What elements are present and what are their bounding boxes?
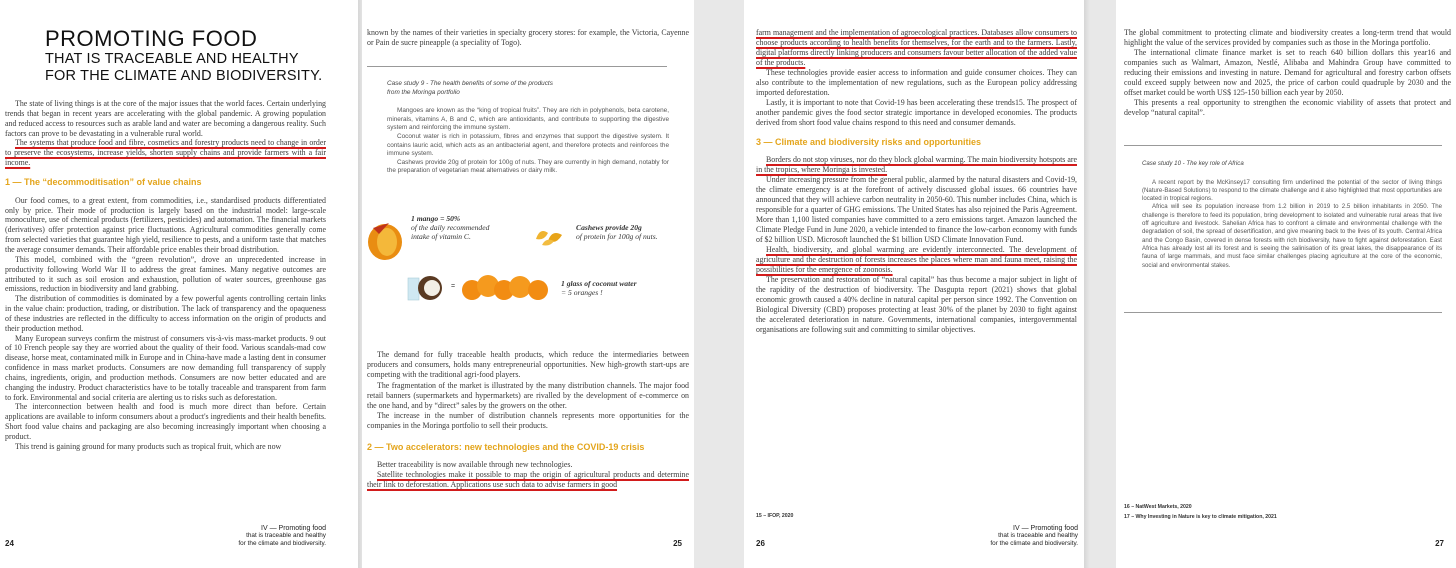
paragraph-highlight [756,28,1077,68]
paragraph-highlight [756,155,1077,175]
paragraph: Lastly, it is important to note that Covid-19 has been accelerating these trends15. The prospect of another pandemic gives the food sector strategic importance in developed economies. The products derived from short food value chains respond to this need and consumer demands. [756,97,1077,127]
fact-line: intake of vitamin C. [411,231,471,241]
paragraph: The global commitment to protecting climate and biodiversity creates a long-term trend that would highlight the value of the services provided by companies such as those in the Moringa portfolio. [1124,28,1451,47]
highlighted-text: farm management and the implementation of agroecological practices. Databases allow consumers to choose products according to health benefits for themselves, for the earth and to the farmers. Lastly, digital platforms directly linking producers and consumers favour better allocation of the added value of the products. [756,28,1077,67]
paragraph: The demand for fully traceable health products, which reduce the intermediaries between producers and consumers, holds many entrepreneurial opportunities. New high-growth start-ups are competing with the traditional agri-food players. [367,350,689,380]
paragraph: The preservation and restoration of “natural capital” has thus become a major subject in light of the rapidity of the destruction of biodiversity. The Dasgupta report (2021) shows that global economic growth caused a 40% decline in natural capital per person since 1992. The Convention on Biological Diversity (CBD) proposes protecting at least 30% of the planet by 2030 to fight against the accelerated deterioration in nature. Governments, international companies, intergovernmental organisations are following suit and committing to similar objectives. [756,274,1077,334]
mango-icon [365,220,407,262]
fact-line: 1 glass of coconut water [561,279,637,288]
running-footer-line: IV — Promoting food [1013,524,1078,532]
body-text [756,28,1077,335]
paragraph: Our food comes, to a great extent, from commodities, i.e., standardised products differentiated only by price. Their mode of production is largely based on the industrial model: large-scale monoculture, use of chemical products (fertilizers, pesticides) and automation. The financial markets (derivatives) offer protection against price fluctuations. Agricultural commodities generally come from selected varieties that guarantee high yield, resilience to pests, and a uniform taste that matches the average consumer demands. Their affordable price enables their broad distribution. [5,195,326,254]
case-study-title: Case study 10 - The key role of Africa [1142,160,1244,167]
title-line-1: PROMOTING FOOD [45,26,258,51]
case-study-10 [1142,160,1442,270]
divider [1124,145,1442,146]
paragraph-text: The fragmentation of the market is illustrated by the many distribution channels. The major food retail banners (supermarkets and hypermarkets) are rivalled by the development of e-commerce on the one hand, and by “direct” sales by the growers on the other. [367,380,689,411]
case-study-title [387,80,669,97]
fact-line: Cashews provide 20g [576,223,642,232]
title-line-3: FOR THE CLIMATE AND BIODIVERSITY. [45,68,323,84]
highlighted-text: Health, biodiversity, and global warming are evidently interconnected. The development of agriculture and the destruction of forests increases the places where man and fauna meet, raising the possibilities for the emergence of zoonosis. [756,245,1077,274]
footnote: 15 – IFOP, 2020 [756,513,794,519]
body-text [367,350,689,490]
page-24 [0,0,358,568]
highlighted-text: The systems that produce food and fibre, cosmetics and forestry products need to change in order to preserve the ecosystems, increase yields, shorten supply chains and provide farmers with a fair income. [5,138,326,168]
running-footer-line: that is traceable and healthy [246,532,326,540]
cashew-icon [532,225,568,247]
highlighted-text: Borders do not stop viruses, nor do they block global warming. The main biodiversity hotspots are in the tropics, where Moringa is invested. [756,155,1077,175]
running-footer-line: that is traceable and healthy [998,532,1078,540]
section-heading: 1 — The “decommoditisation” of value chains [5,176,202,187]
page-number: 27 [1435,539,1444,548]
paragraph: The distribution of commodities is dominated by a few powerful agents controlling certain links in the value chain: production, trading, or distribution. The lack of transparency and the opaqueness of these industries are reflected in the difficulty to access information on the origin of products and their production method. [5,294,326,333]
paragraph: The interconnection between health and food is much more direct than before. Certain applications are available to inform consumers about a product's ingredients and their health benefits. Short food value chains and packaging are also becoming increasingly important when choosing a product. [5,402,326,441]
fact-line: 1 mango = 50% [411,214,461,223]
paragraph: The international climate finance market is set to reach 640 billion dollars this year16 and companies such as Walmart, Amazon, Nestlé, Alibaba and Mahindra Group have committed to reducing their emissions and investing in nature. Demand for agricultural and forestry carbon offsets could exceed supply between now and 2025, the price of carbon could quadruple by 2030 and the offset market could be worth US$ 125-150 billion each year by 2050. [1124,47,1451,97]
paragraph: The increase in the number of distribution channels represents more opportunities for the companies in the Moringa portfolio to sell their products. [367,411,689,431]
fact-line: of protein for 100g of nuts. [576,231,658,241]
paragraph: This presents a real opportunity to strengthen the economic viability of assets that protect and develop “natural capital”. [1124,97,1451,117]
paragraph-highlight [367,470,689,490]
paragraph: This trend is gaining ground for many products such as tropical fruit, which are now [15,441,282,451]
running-footer [990,525,1078,548]
footnote: 16 – NatWest Markets, 2020 [1124,504,1192,510]
body-text [1124,28,1451,118]
paragraph: This model, combined with the “green revolution”, drove an unprecedented increase in productivity following World War II to address the great famines. Many negative outcomes are attributed to it such as soil erosion and exhaustion, pollution of water sources, greenhouse gas emissions, reduction in biodiversity and land grabbing. [5,254,326,294]
paragraph: Under increasing pressure from the general public, alarmed by the natural disasters and Covid-19, the climate emergency is at the forefront of actively discussed global issues. 66 countries have announced that they will achieve carbon neutrality in 2050-60. This number includes China, which is responsible for a quarter of GHG emissions. The United States has also rejoined the Paris Agreement. More than 1,100 listed companies have committed to a zero emissions target. Amazon launched the Climate Pledge Fund in June 2020, a vehicle intended to finance the low-carbon economy with funds of $2 billion USD. Microsoft launched the $1 billion USD Climate Innovation Fund. [756,175,1077,245]
paragraph: Better traceability is now available through new technologies. [377,459,573,469]
paragraph: The state of living things is at the core of the major issues that the world faces. Certain underlying trends that began in recent years are accelerating with the global pandemic. A growing population and reduced access to resources such as arable land and water are becoming a dangerous reality. Such factors can prove to be devastating in a vulnerable rural world. [5,99,326,138]
paragraph-highlight [5,138,326,168]
case-paragraph: A recent report by the McKinsey17 consulting firm underlined the potential of the sector of living things (Nature-Based Solutions) to respond to the climate challenge and it also highlighted that most opportunities are located in tropical regions. [1142,178,1442,203]
case-study-9 [387,80,669,176]
body-text [5,99,326,452]
case-paragraph: Mangoes are known as the “king of tropical fruits”. They are rich in polyphenols, beta carotene, minerals, vitamins A, B and C, which are antioxidants, and contribute to supporting the digestive system and reinforcing the immune system. [387,107,669,132]
paragraph: Many European surveys confirm the mistrust of consumers vis-à-vis mass-market products. 9 out of 10 French people say they are worried about the quality of their food. Various scandals-mad cow disease, horse meat, contaminated milk in Europe and in China-have made a lasting dent in consumer confidence in mass market products. Consumers are now demanding full transparency of supply chains, ingredients, origin, and production methods. Consumers are now better educated and are changing the industry. Product characteristics have to be totally traceable and transparent from farm to fork. Environmental and social criteria are alerting us to risks such as deforestation. [5,333,326,402]
cashew-fact [576,224,658,242]
case-study-title-line: Case study 9 - The health benefits of some of the products [387,80,553,87]
page-number: 25 [673,539,682,548]
fact-line: = 5 oranges ! [561,287,603,297]
paragraph [367,381,689,412]
section-heading: 3 — Climate and biodiversity risks and opportunities [756,136,982,147]
running-footer-line: for the climate and biodiversity. [990,540,1078,548]
page-number: 24 [5,539,14,548]
running-footer [238,525,326,548]
equals-sign: = [451,283,456,290]
page-25 [362,0,694,568]
case-paragraph: Africa will see its population increase from 1.2 billion in 2019 to 2.5 billion inhabitants in 2050. The challenge is therefore to feed its population, bring development to isolated and vulnerable rural areas that live off agriculture and livestock. Sahelian Africa has to confront a climate and environmental challenge with the degradation of soil, the spread of desertification, and give meaning back to the lives of its youth. Central Africa and the Congo Basin, covered in dense forests with rich biodiversity, have to fight against deforestation. East Africa has already lost all its forest and is seeing the salinisation of its great lakes, the disappearance of its fauna of large mammals, and must face similar challenges placing agriculture at the core of the economic, social and environmental stakes. [1142,203,1442,269]
page-26 [744,0,1084,568]
divider [367,66,667,67]
running-footer-line: IV — Promoting food [261,524,326,532]
highlighted-text: Satellite technologies make it possible to map the origin of agricultural products and determine their link to deforestation. Applications use such data to advise farmers in good [367,470,689,490]
running-footer-line: for the climate and biodiversity. [238,540,326,548]
fact-line: of the daily recommended [411,222,490,232]
coconut-fact [561,280,637,298]
paragraph: These technologies provide easier access to information and guide consumer choices. They can also contribute to the implementation of new regulations, such as the European policy addressing imported deforestation. [756,67,1077,97]
coconut-oranges-icon [404,270,554,306]
paragraph: known by the names of their varieties in specialty grocery stores: for example, the Victoria, Cayenne or Pain de sucre pineapple (a speciality of Togo). [367,28,689,48]
page-number: 26 [756,539,765,548]
page-27 [1116,0,1456,568]
case-paragraph: Coconut water is rich in potassium, fibres and enzymes that support the digestive system. It contains lauric acid, which acts as an antibacterial agent, and therefore protects and reinforces the immune system. [387,132,669,158]
divider [1124,312,1442,313]
footnote: 17 – Why Investing in Nature is key to climate mitigation, 2021 [1124,514,1277,520]
case-study-title-line: from the Moringa portfolio [387,88,460,96]
body-text-top [367,28,689,48]
mango-fact [411,215,489,241]
title-line-2: THAT IS TRACEABLE AND HEALTHY [45,51,299,67]
paragraph-highlight [756,245,1077,275]
case-paragraph: Cashews provide 20g of protein for 100g of nuts. They are currently in high demand, notably for the preparation of vegetarian meat alternatives or dairy milk. [387,158,669,175]
page-title [45,27,322,85]
section-heading: 2 — Two accelerators: new technologies and the COVID-19 crisis [367,441,645,452]
